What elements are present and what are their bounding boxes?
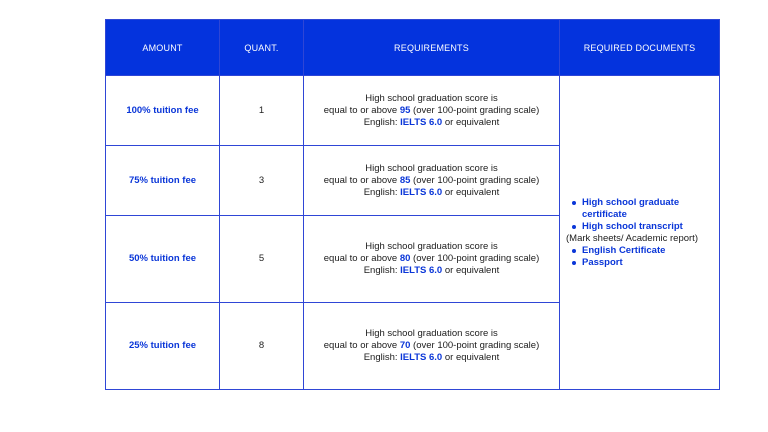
english-label: English:: [363, 186, 401, 198]
req-line-2: [304, 105, 559, 117]
req-line-3: [304, 265, 559, 277]
req-post: (over 100-point grading scale): [410, 104, 540, 116]
doc-transcript-note: (Mark sheets/ Academic report): [566, 232, 698, 244]
scholarship-table: [105, 19, 720, 390]
req-post: (over 100-point grading scale): [410, 174, 540, 186]
req-pre: equal to or above: [323, 253, 400, 264]
requirements-cell: [304, 303, 560, 390]
req-pre: equal to or above: [323, 340, 400, 351]
doc-passport: Passport: [582, 257, 713, 269]
documents-cell: [560, 76, 720, 390]
amount-cell: 75% tuition fee: [106, 146, 220, 216]
quantity-cell: 8: [220, 303, 304, 390]
quantity-cell: 3: [220, 146, 304, 216]
requirements-cell: [304, 76, 560, 146]
requirements-cell: [304, 146, 560, 216]
english-post: or equivalent: [442, 265, 500, 276]
req-pre: equal to or above: [323, 104, 400, 116]
score-value: 80: [399, 253, 411, 264]
english-post: or equivalent: [442, 186, 500, 198]
ielts-value: IELTS 6.0: [400, 265, 443, 276]
english-post: or equivalent: [442, 352, 500, 363]
req-line-1: High school graduation score is: [365, 241, 498, 252]
req-line-2: [304, 175, 559, 187]
table-row: [106, 76, 720, 146]
documents-list-2: [566, 245, 713, 269]
req-line-2: [304, 253, 559, 265]
amount-cell: 25% tuition fee: [106, 303, 220, 390]
req-pre: equal to or above: [323, 174, 400, 186]
quantity-cell: 5: [220, 216, 304, 303]
requirements-cell: [304, 216, 560, 303]
req-line-3: [304, 117, 559, 129]
req-line-3: [304, 187, 559, 199]
doc-english-certificate: English Certificate: [582, 245, 713, 257]
req-line-1: High school graduation score is: [365, 92, 498, 104]
amount-cell: 50% tuition fee: [106, 216, 220, 303]
doc-transcript: High school transcript: [582, 221, 713, 233]
documents-list: [566, 197, 713, 233]
req-line-3: [304, 352, 559, 364]
header-documents: REQUIRED DOCUMENTS: [560, 20, 720, 76]
score-value: 85: [399, 174, 411, 186]
req-post: (over 100-point grading scale): [410, 253, 540, 264]
table-header-row: [106, 20, 720, 76]
english-label: English:: [363, 352, 401, 363]
header-requirements: REQUIREMENTS: [304, 20, 560, 76]
english-label: English:: [363, 116, 401, 128]
quantity-cell: 1: [220, 76, 304, 146]
english-label: English:: [363, 265, 401, 276]
req-line-2: [304, 340, 559, 352]
ielts-value: IELTS 6.0: [400, 186, 443, 198]
req-post: (over 100-point grading scale): [410, 340, 540, 351]
header-amount: AMOUNT: [106, 20, 220, 76]
doc-graduate-certificate: High school graduate certificate: [582, 197, 713, 221]
amount-cell: 100% tuition fee: [106, 76, 220, 146]
ielts-value: IELTS 6.0: [400, 116, 443, 128]
req-line-1: High school graduation score is: [365, 162, 498, 174]
header-quantity: QUANT.: [220, 20, 304, 76]
score-value: 95: [399, 104, 411, 116]
score-value: 70: [399, 340, 411, 351]
req-line-1: High school graduation score is: [365, 328, 498, 339]
english-post: or equivalent: [442, 116, 500, 128]
ielts-value: IELTS 6.0: [400, 352, 443, 363]
